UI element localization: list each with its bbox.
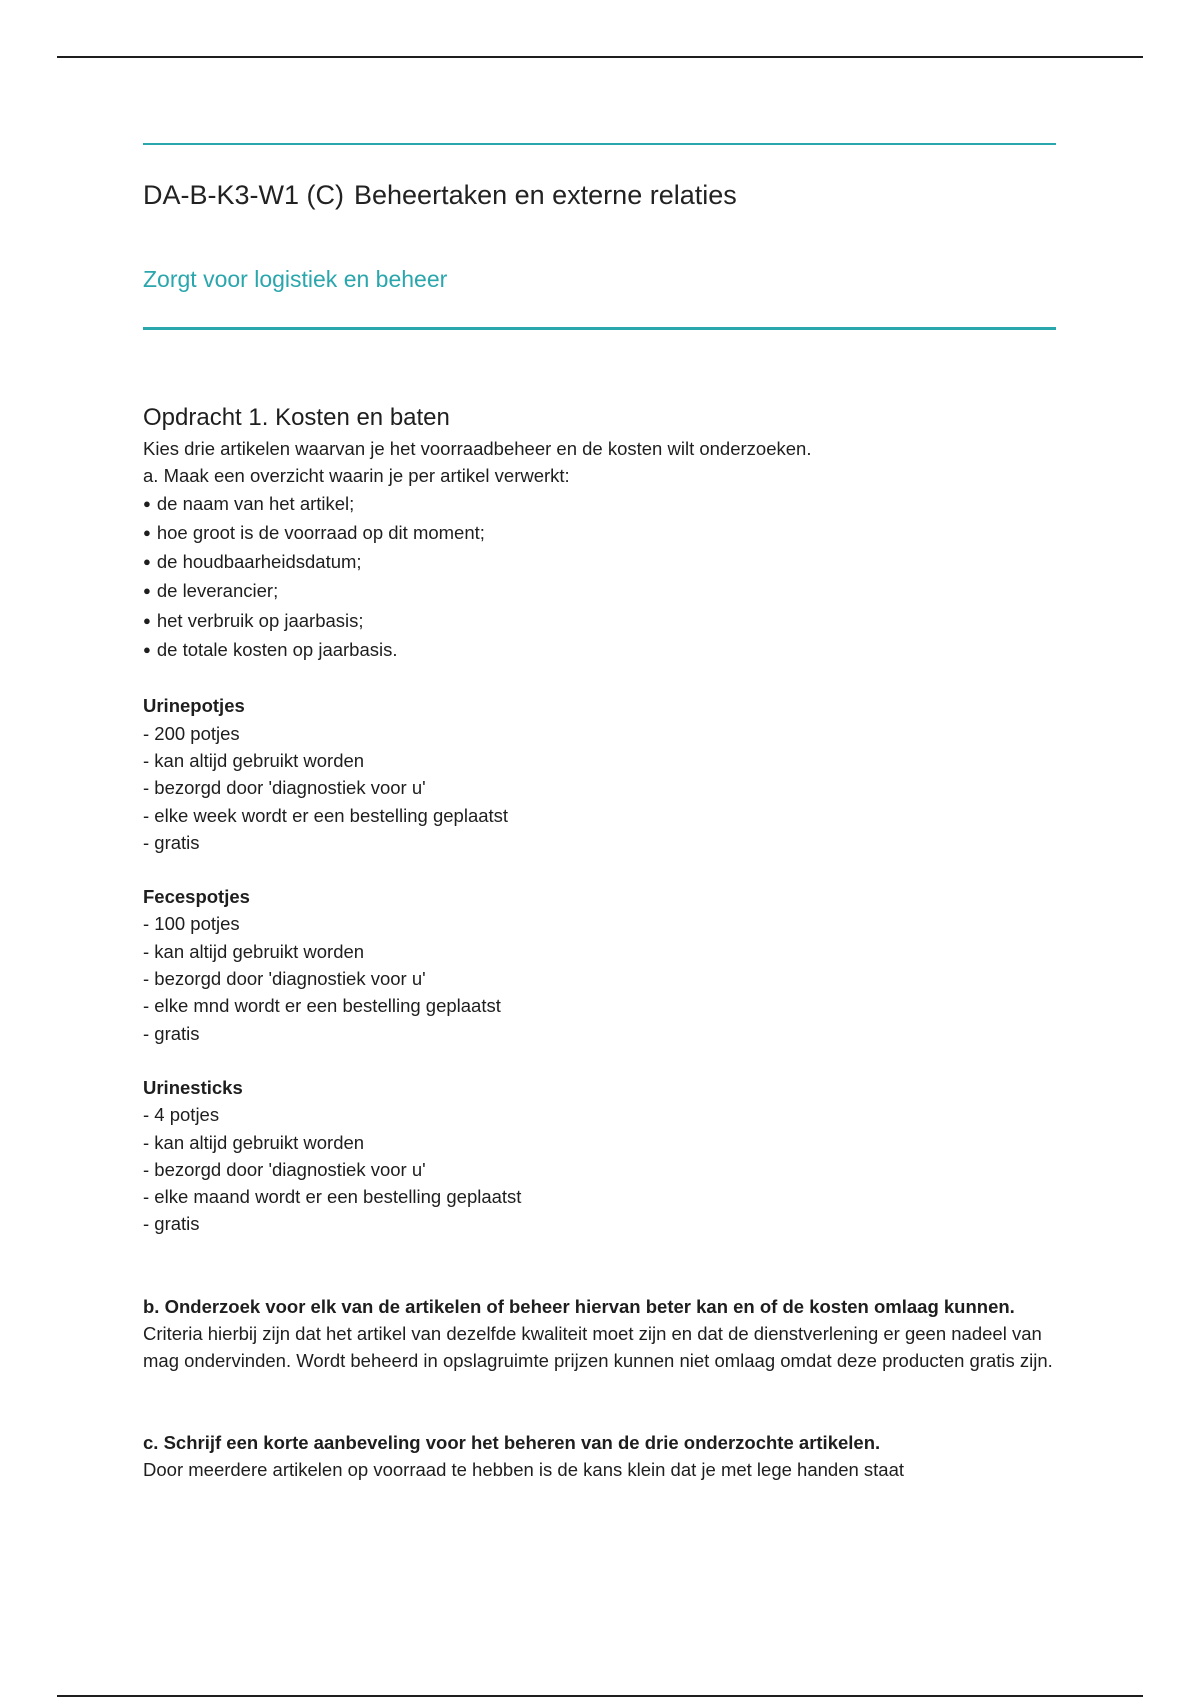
part-c-answer: Door meerdere artikelen op voorraad te hebben is de kans klein dat je met lege handen staat	[143, 1458, 905, 1480]
bullet-item: ● het verbruik op jaarbasis;	[143, 607, 1063, 636]
article-line: - bezorgd door 'diagnostiek voor u'	[143, 777, 426, 799]
article-fecespotjes	[143, 883, 1063, 1047]
bullet-item: ● de naam van het artikel;	[143, 490, 1063, 519]
part-b-answer: Criteria hierbij zijn dat het artikel van dezelfde kwaliteit moet zijn en dat de dienstverlening er geen nadeel van mag ondervinden. Wordt beheerd in opslagruimte prijzen kunnen niet omlaag omdat deze producten gratis zijn.	[143, 1323, 1053, 1372]
article-line: - kan altijd gebruikt worden	[143, 749, 365, 771]
article-urinesticks	[143, 1074, 1063, 1238]
article-line: - kan altijd gebruikt worden	[143, 1131, 365, 1153]
part-b-question: b. Onderzoek voor elk van de artikelen of beheer hiervan beter kan en of de kosten omlaag kunnen.	[143, 1295, 1015, 1317]
page-bottom-rule	[57, 1695, 1143, 1697]
part-a-question: a. Maak een overzicht waarin je per artikel verwerkt:	[143, 465, 570, 487]
article-line: - gratis	[143, 1213, 200, 1235]
article-line: - 200 potjes	[143, 722, 240, 744]
course-title: Beheertaken en externe relaties	[354, 180, 737, 210]
page-title	[143, 180, 737, 211]
article-line: - bezorgd door 'diagnostiek voor u'	[143, 968, 426, 990]
article-line: - kan altijd gebruikt worden	[143, 940, 365, 962]
header-top-rule	[143, 143, 1056, 145]
assignment-intro: Kies drie artikelen waarvan je het voorraadbeheer en de kosten wilt onderzoeken.	[143, 438, 812, 459]
document-body	[143, 402, 1063, 1483]
bullet-item: ● de houdbaarheidsdatum;	[143, 548, 1063, 577]
article-line: - bezorgd door 'diagnostiek voor u'	[143, 1158, 426, 1180]
article-name: Fecespotjes	[143, 886, 250, 908]
article-line: - 4 potjes	[143, 1104, 220, 1126]
article-line: - 100 potjes	[143, 913, 240, 935]
part-c-question: c. Schrijf een korte aanbeveling voor het beheren van de drie onderzochte artikelen.	[143, 1431, 881, 1453]
article-urinepotjes	[143, 692, 1063, 856]
course-code: DA-B-K3-W1 (C)	[143, 180, 344, 210]
article-line: - gratis	[143, 1022, 200, 1044]
article-line: - elke mnd wordt er een bestelling geplaatst	[143, 995, 501, 1017]
page-subtitle: Zorgt voor logistiek en beheer	[143, 266, 448, 292]
article-line: - gratis	[143, 831, 200, 853]
part-b-paragraph	[143, 1293, 1063, 1375]
page-top-rule	[57, 56, 1143, 58]
bullet-item: ● de leverancier;	[143, 577, 1063, 606]
article-name: Urinepotjes	[143, 695, 245, 717]
bullet-item: ● de totale kosten op jaarbasis.	[143, 636, 1063, 665]
article-name: Urinesticks	[143, 1076, 243, 1098]
header-bottom-rule	[143, 327, 1056, 330]
assignment-heading: Opdracht 1. Kosten en baten	[143, 404, 450, 431]
article-line: - elke week wordt er een bestelling geplaatst	[143, 804, 509, 826]
bullet-item: ● hoe groot is de voorraad op dit moment;	[143, 519, 1063, 548]
article-line: - elke maand wordt er een bestelling geplaatst	[143, 1186, 522, 1208]
